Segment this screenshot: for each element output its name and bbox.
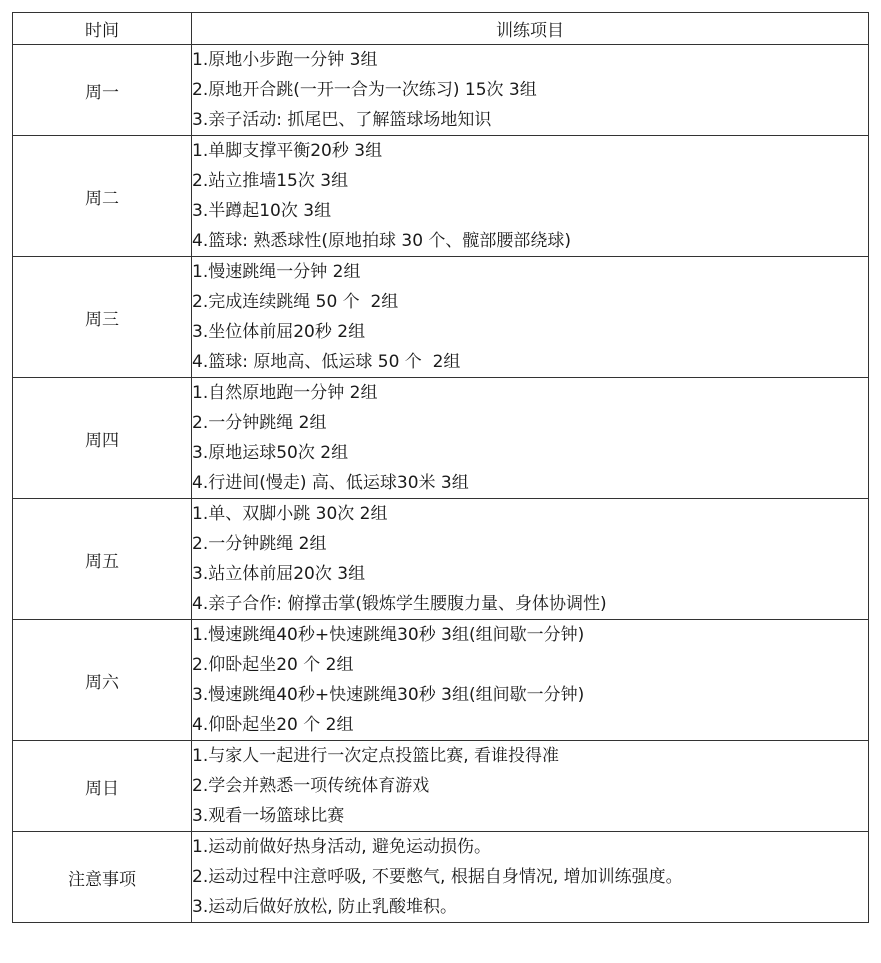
- items-cell: [192, 257, 869, 378]
- training-item: 2.学会并熟悉一项传统体育游戏: [192, 776, 430, 796]
- training-item: 3.坐位体前屈20秒 2组: [192, 322, 366, 342]
- training-item: 2.一分钟跳绳 2组: [192, 534, 327, 554]
- training-item: 4.仰卧起坐20 个 2组: [192, 715, 354, 735]
- items-cell: [192, 499, 869, 620]
- table-row: [13, 45, 869, 136]
- training-item: 4.篮球: 原地高、低运球 50 个 2组: [192, 352, 461, 372]
- training-item: 4.行进间(慢走) 高、低运球30米 3组: [192, 473, 469, 493]
- items-cell: [192, 741, 869, 832]
- notes-cell: [192, 832, 869, 923]
- training-item: 3.亲子活动: 抓尾巴、了解篮球场地知识: [192, 110, 492, 130]
- note-item: 2.运动过程中注意呼吸, 不要憋气, 根据自身情况, 增加训练强度。: [192, 867, 683, 887]
- notes-label-cell: 注意事项: [13, 832, 192, 923]
- training-item: 2.完成连续跳绳 50 个 2组: [192, 292, 399, 312]
- training-item: 1.单、双脚小跳 30次 2组: [192, 504, 388, 524]
- training-item: 4.亲子合作: 俯撑击掌(锻炼学生腰腹力量、身体协调性): [192, 594, 607, 614]
- day-cell: 周日: [13, 741, 192, 832]
- training-item: 2.站立推墙15次 3组: [192, 171, 349, 191]
- items-cell: [192, 620, 869, 741]
- day-cell: 周五: [13, 499, 192, 620]
- table-row: [13, 378, 869, 499]
- table-row: [13, 257, 869, 378]
- training-item: 3.观看一场篮球比赛: [192, 806, 345, 826]
- items-cell: [192, 136, 869, 257]
- training-item: 3.半蹲起10次 3组: [192, 201, 332, 221]
- header-training-items: 训练项目: [192, 13, 869, 45]
- day-cell: 周一: [13, 45, 192, 136]
- training-item: 1.慢速跳绳40秒+快速跳绳30秒 3组(组间歇一分钟): [192, 625, 585, 645]
- table-row: [13, 741, 869, 832]
- training-item: 3.原地运球50次 2组: [192, 443, 349, 463]
- training-item: 2.仰卧起坐20 个 2组: [192, 655, 354, 675]
- table-row: [13, 136, 869, 257]
- note-item: 1.运动前做好热身活动, 避免运动损伤。: [192, 837, 492, 857]
- header-time: 时间: [13, 13, 192, 45]
- training-item: 1.单脚支撑平衡20秒 3组: [192, 141, 383, 161]
- day-cell: 周六: [13, 620, 192, 741]
- training-item: 1.慢速跳绳一分钟 2组: [192, 262, 361, 282]
- note-item: 3.运动后做好放松, 防止乳酸堆积。: [192, 897, 458, 917]
- training-item: 3.慢速跳绳40秒+快速跳绳30秒 3组(组间歇一分钟): [192, 685, 585, 705]
- training-plan-table: [12, 12, 869, 923]
- table-row: [13, 832, 869, 923]
- training-item: 1.自然原地跑一分钟 2组: [192, 383, 378, 403]
- items-cell: [192, 378, 869, 499]
- table-row: [13, 620, 869, 741]
- table-row: [13, 499, 869, 620]
- training-item: 2.一分钟跳绳 2组: [192, 413, 327, 433]
- training-item: 2.原地开合跳(一开一合为一次练习) 15次 3组: [192, 80, 537, 100]
- training-item: 1.原地小步跑一分钟 3组: [192, 50, 378, 70]
- day-cell: 周四: [13, 378, 192, 499]
- items-cell: [192, 45, 869, 136]
- training-item: 4.篮球: 熟悉球性(原地拍球 30 个、髋部腰部绕球): [192, 231, 572, 251]
- training-item: 1.与家人一起进行一次定点投篮比赛, 看谁投得准: [192, 746, 560, 766]
- header-row: [13, 13, 869, 45]
- training-item: 3.站立体前屈20次 3组: [192, 564, 366, 584]
- day-cell: 周三: [13, 257, 192, 378]
- day-cell: 周二: [13, 136, 192, 257]
